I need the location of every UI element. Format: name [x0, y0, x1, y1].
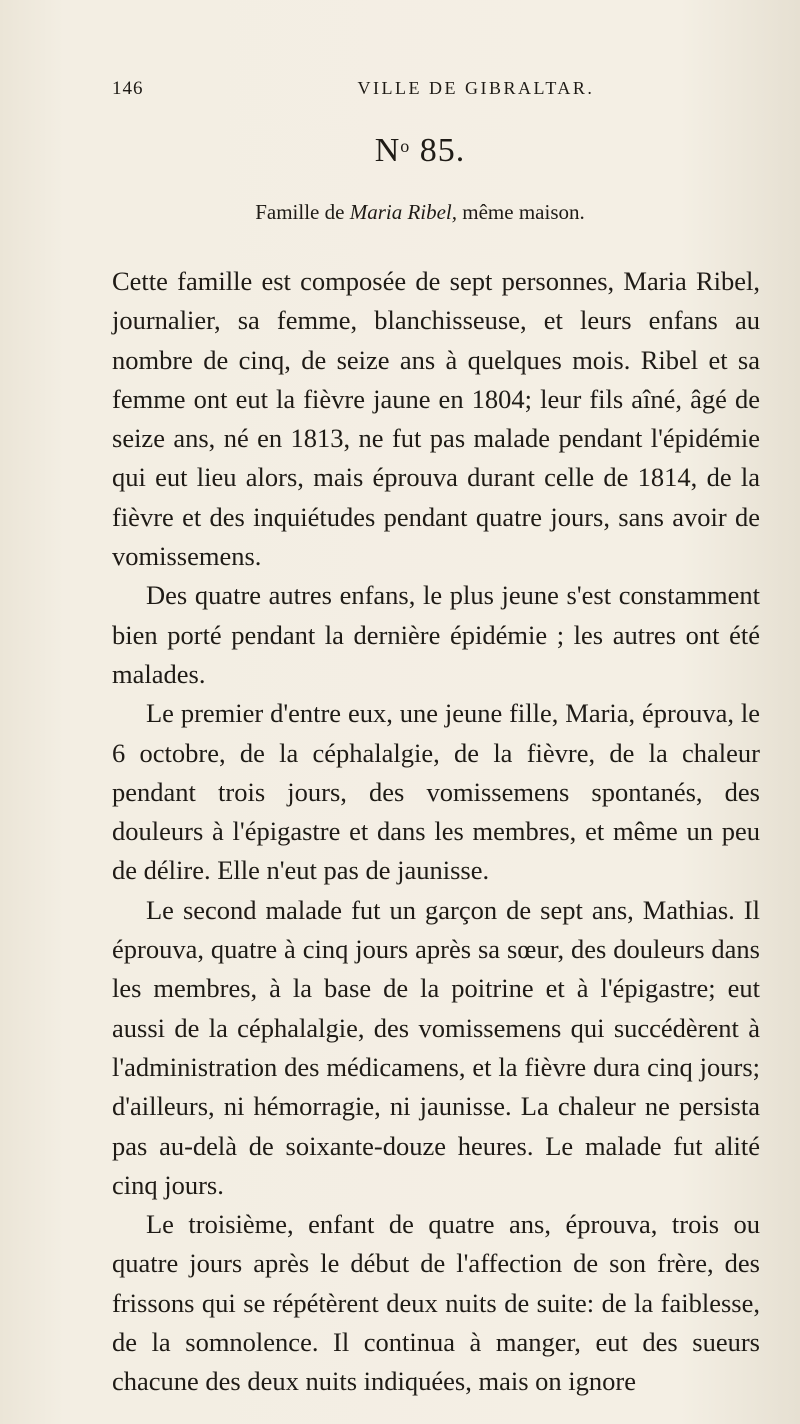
running-title: VILLE DE GIBRALTAR. [357, 78, 595, 98]
paragraph: Le troisième, enfant de quatre ans, éprouva, trois ou quatre jours après le début de l'affection de son frère, des frissons qui se répétèrent deux nuits de suite: de la faiblesse, de la somnolence. Il continua à manger, eut des sueurs chacune des deux nuits indiquées, mais on ignore [112, 1209, 760, 1397]
entry-number [0, 132, 800, 170]
entry-number-value: 85. [419, 132, 466, 169]
entry-subtitle [0, 200, 800, 225]
paragraph: Des quatre autres enfans, le plus jeune s'est constamment bien porté pendant la dernière épidémie ; les autres ont été malades. [112, 580, 760, 689]
subtitle-prefix: Famille de [255, 200, 345, 224]
paragraph: Le second malade fut un garçon de sept ans, Mathias. Il éprouva, quatre à cinq jours après sa sœur, des douleurs dans les membres, à la base de la poitrine et à l'épigastre; eut aussi de la céphalalgie, des vomissemens qui succédèrent à l'administration des médicamens, et la fièvre dura cinq jours; d'ailleurs, ni hémorragie, ni jaunisse. La chaleur ne persista pas au-delà de soixante-douze heures. Le malade fut alité cinq jours. [112, 894, 760, 1200]
running-head [112, 78, 760, 104]
body-text [112, 262, 760, 1402]
page-number: 146 [112, 78, 144, 99]
subtitle-name: Maria Ribel, [349, 200, 458, 224]
entry-number-prefix: N [374, 132, 401, 169]
paragraph: Cette famille est composée de sept personnes, Maria Ribel, journalier, sa femme, blanchisseuse, et leurs enfans au nombre de cinq, de seize ans à quelques mois. Ribel et sa femme ont eut la fièvre jaune en 1804; leur fils aîné, âgé de seize ans, né en 1813, ne fut pas malade pendant l'épidémie qui eut lieu alors, mais éprouva durant celle de 1814, de la fièvre et des inquiétudes pendant quatre jours, sans avoir de vomissemens. [112, 266, 760, 572]
entry-number-sup: o [400, 136, 411, 156]
paragraph: Le premier d'entre eux, une jeune fille, Maria, éprouva, le 6 octobre, de la céphalalgie, de la fièvre, de la chaleur pendant trois jours, des vomissemens spontanés, des douleurs à l'épigastre et dans les membres, et même un peu de délire. Elle n'eut pas de jaunisse. [112, 698, 760, 886]
subtitle-suffix: même maison. [462, 200, 585, 224]
